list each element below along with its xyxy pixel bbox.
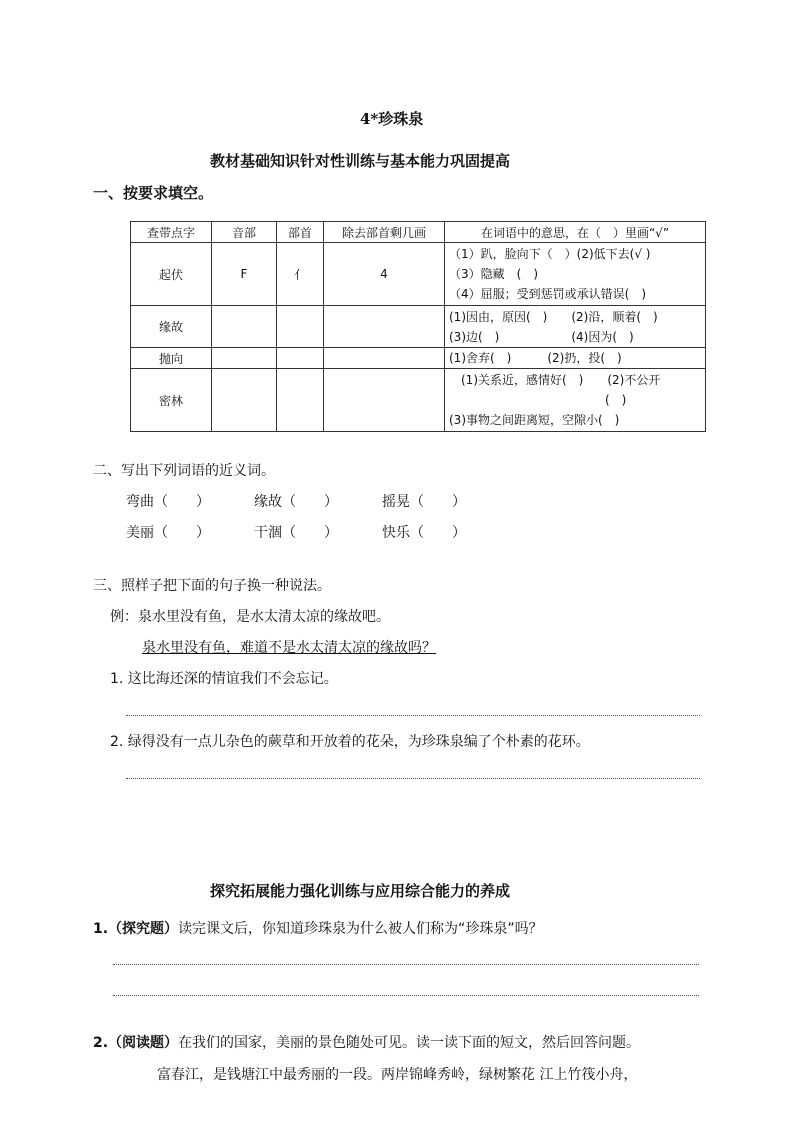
answer-line[interactable] [113,995,699,996]
table-cell-word: 起伏 [131,243,212,306]
table-header-bushou: 部首 [277,222,324,243]
explore-question [93,918,543,938]
table-cell-strokes[interactable] [324,348,445,369]
table-cell-meaning[interactable] [445,369,706,432]
table-cell-meaning[interactable] [445,306,706,348]
table-cell-meaning[interactable] [445,243,706,306]
question-text: 读完课文后，你知道珍珠泉为什么被人们称为“珍珠泉”吗？ [178,921,543,937]
table-cell-word: 缘故 [131,306,212,348]
table-cell-bushou[interactable] [277,369,324,432]
section-subtitle-basic: 教材基础知识针对性训练与基本能力巩固提高 [210,152,511,170]
table-row [131,306,706,348]
meaning-line: （1）趴，脸向下（ ）(2)低下去(√ ) [449,247,651,261]
meaning-line: (1)舍弃( ) (2)扔，投( ) [449,351,622,365]
synonym-item[interactable]: 干涸（ ） [254,525,338,541]
table-header-strokes: 除去部首剩几画 [324,222,445,243]
table-cell-word: 抛向 [131,348,212,369]
reading-question [93,1032,640,1052]
table-cell-word: 密林 [131,369,212,432]
meaning-line: （3）隐藏 ( ) [449,267,538,281]
table-row [131,243,706,306]
question-label: 2.（阅读题） [93,1035,179,1051]
meaning-line: (3)事物之间距离短，空隙小( ) [449,413,620,427]
table-row [131,348,706,369]
table-header-meaning: 在词语中的意思，在（ ）里画“√” [445,222,706,243]
question-1: 1. 这比海还深的情谊我们不会忘记。 [110,671,338,687]
section-3-heading: 三、照样子把下面的句子换一种说法。 [93,578,331,594]
answer-line[interactable] [113,964,699,965]
synonym-item[interactable]: 摇晃（ ） [382,494,466,510]
table-cell-strokes[interactable] [324,306,445,348]
question-label: 1.（探究题） [93,921,179,937]
table-row [131,369,706,432]
synonym-item[interactable]: 美丽（ ） [126,525,210,541]
table-cell-yinbu[interactable] [212,306,277,348]
reading-passage: 富春江，是钱塘江中最秀丽的一段。两岸锦峰秀岭，绿树繁花 江上竹筏小舟， [157,1067,638,1083]
meaning-line: (3)边( ) (4)因为( ) [449,329,634,344]
table-cell-meaning[interactable] [445,348,706,369]
table-cell-strokes[interactable] [324,369,445,432]
meaning-line: (1)因由，原因( ) (2)沿，顺着( ) [449,309,658,324]
example-answer: 泉水里没有鱼，难道不是水太清太凉的缘故吗？ [142,640,436,656]
question-2: 2. 绿得没有一点儿杂色的蕨草和开放着的花朵，为珍珠泉编了个朴素的花环。 [110,734,590,750]
page-title: 4*珍珠泉 [360,110,424,128]
meaning-line: (1)关系近，感情好( ) (2)不公开 [449,373,661,387]
table-cell-bushou[interactable] [277,348,324,369]
table-header-word: 查带点字 [131,222,212,243]
table-cell-bushou[interactable]: 亻 [277,243,324,306]
table-header-yinbu: 音部 [212,222,277,243]
question-text: 在我们的国家，美丽的景色随处可见。读一读下面的短文，然后回答问题。 [178,1035,641,1051]
table-cell-yinbu[interactable]: F [212,243,277,306]
answer-line[interactable] [126,778,700,779]
example-sentence: 例：泉水里没有鱼，是水太清太凉的缘故吧。 [110,609,390,625]
meaning-line: ( ) [449,393,627,407]
section-1-heading: 一、按要求填空。 [93,184,214,202]
section-2-heading: 二、写出下列词语的近义词。 [93,463,275,479]
meaning-line: （4）屈服；受到惩罚或承认错误( ) [449,287,646,301]
fill-in-table [130,221,706,432]
table-cell-yinbu[interactable] [212,369,277,432]
table-cell-strokes[interactable]: 4 [324,243,445,306]
section-subtitle-extension: 探究拓展能力强化训练与应用综合能力的养成 [210,882,511,900]
table-cell-yinbu[interactable] [212,348,277,369]
synonym-item[interactable]: 弯曲（ ） [126,494,210,510]
answer-line[interactable] [126,715,700,716]
synonym-item[interactable]: 快乐（ ） [382,525,466,541]
table-cell-bushou[interactable] [277,306,324,348]
synonym-item[interactable]: 缘故（ ） [254,494,338,510]
